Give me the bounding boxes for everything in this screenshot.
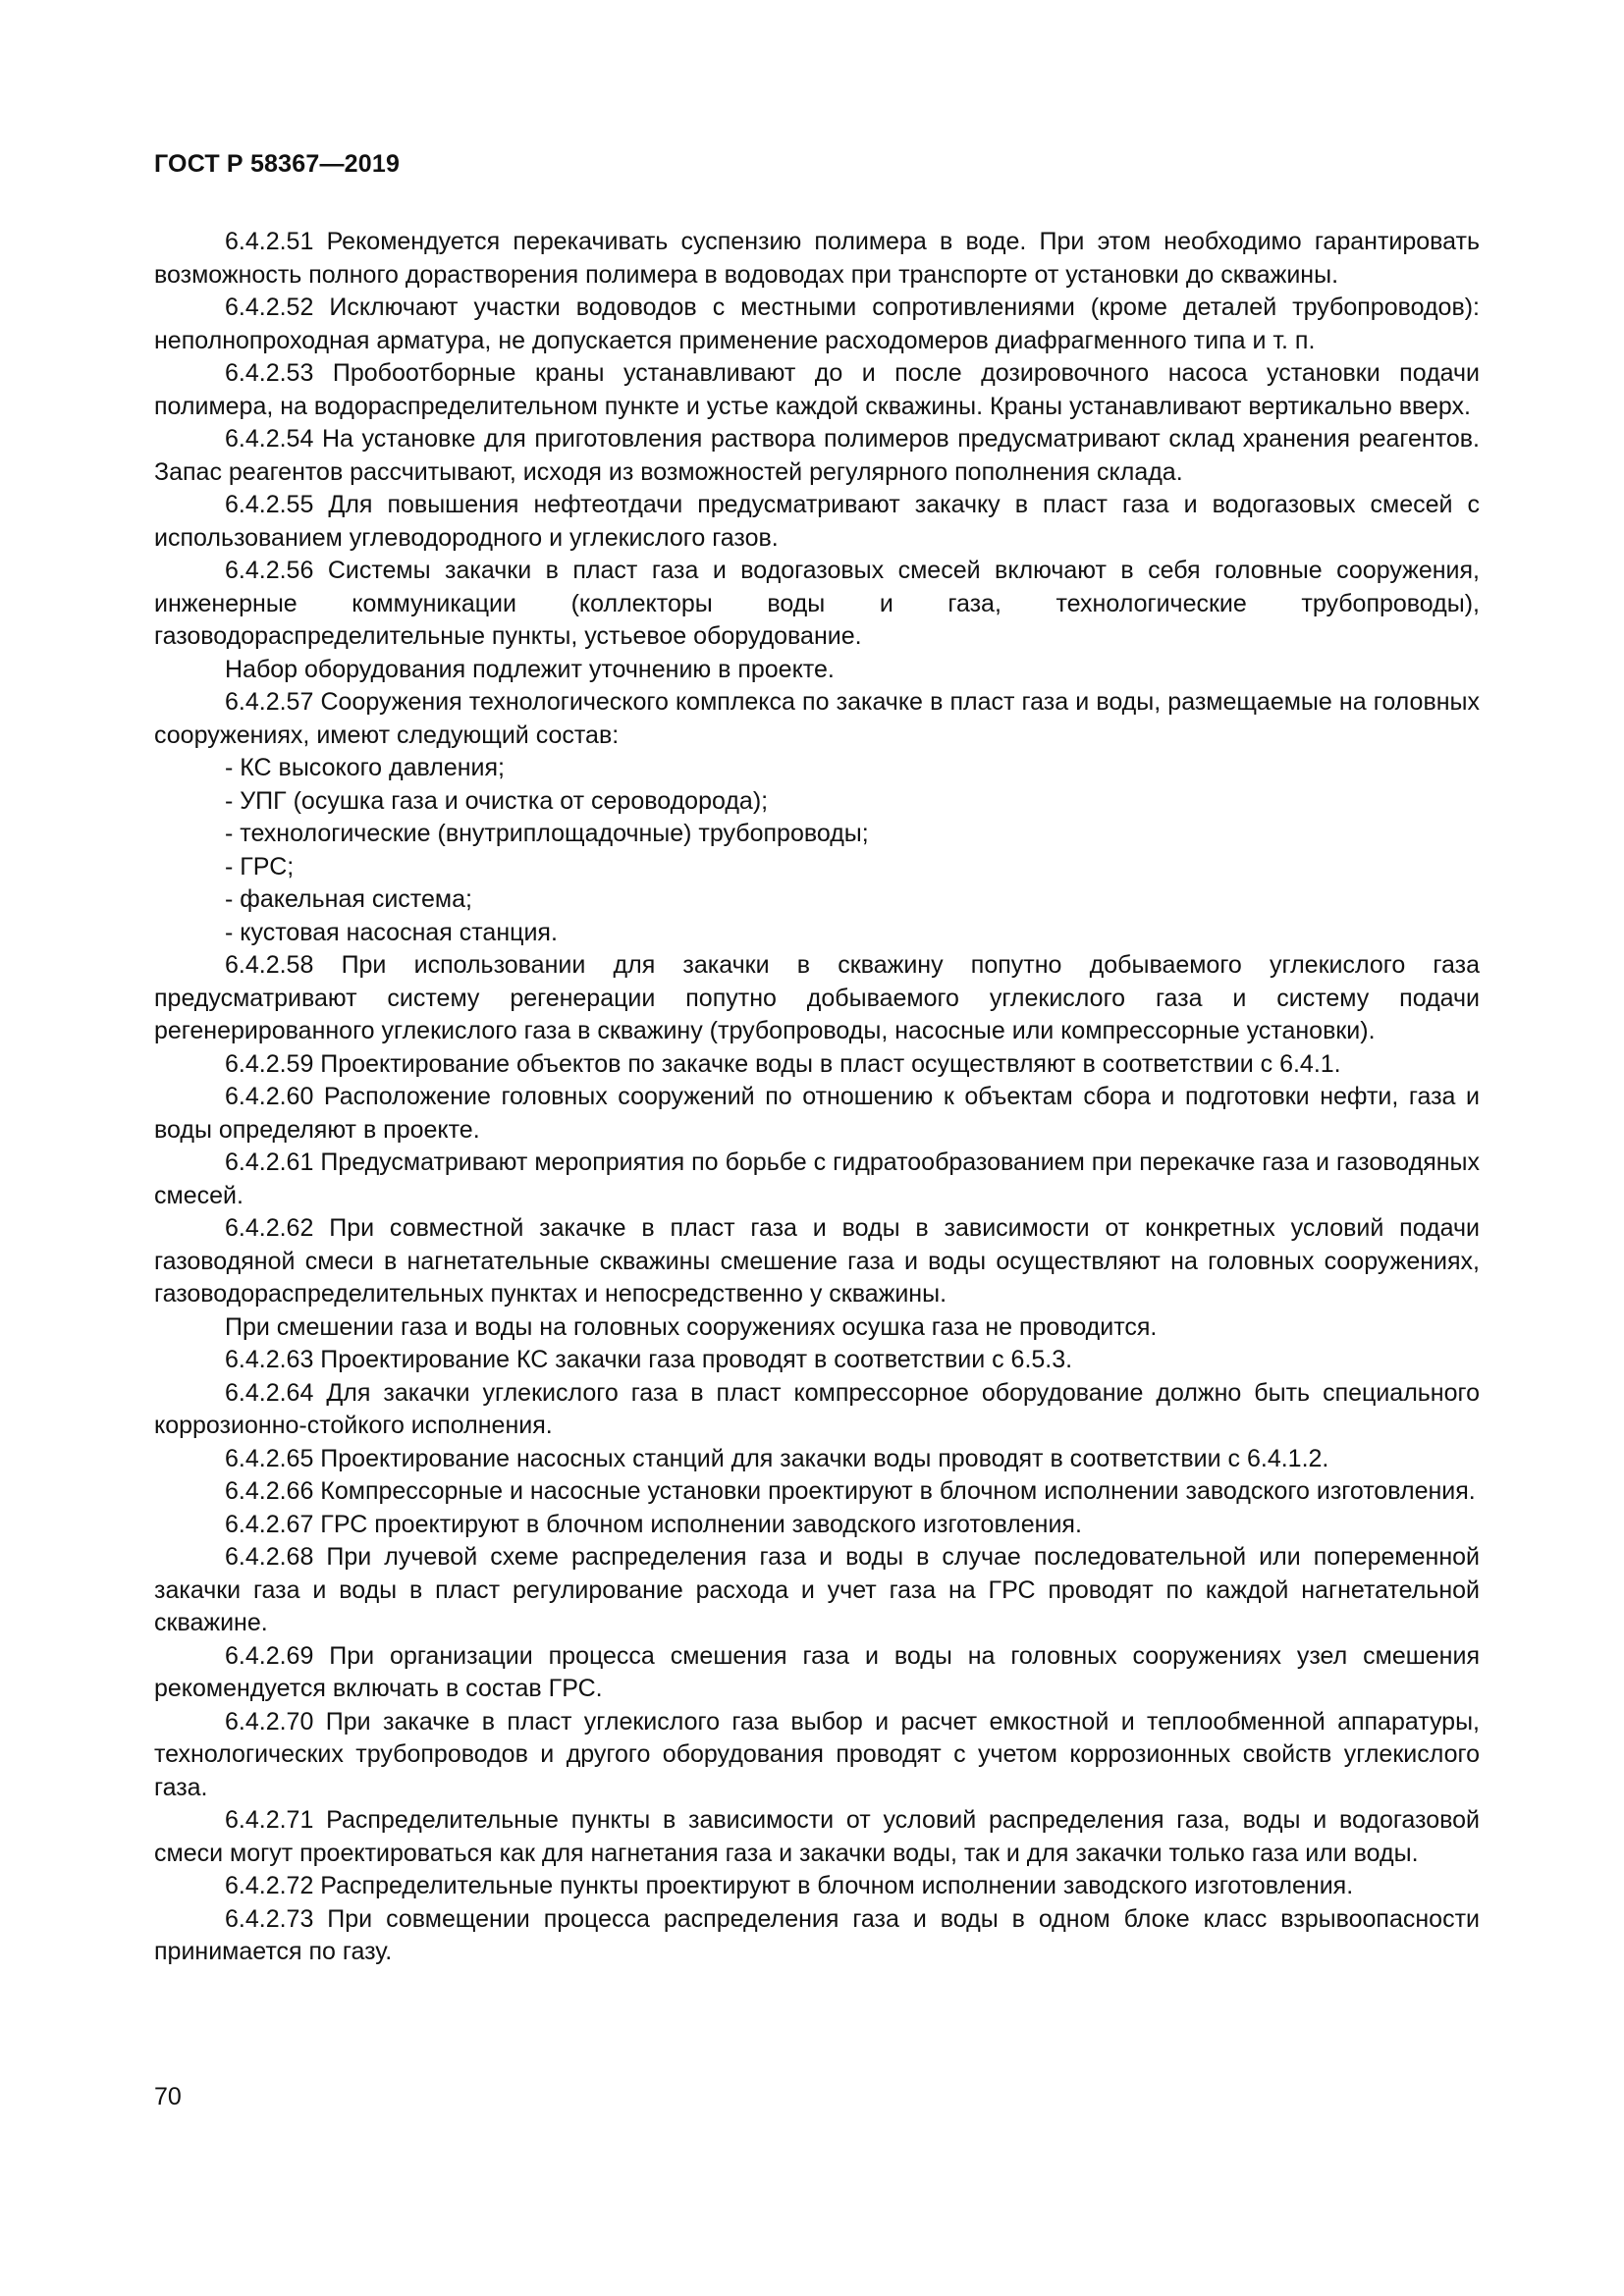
paragraph-6-4-2-58: 6.4.2.58 При использовании для закачки в скважину попутно добываемого углекислого газа предусматривают систему регенерации попутно добываемого углекислого газа и систему подачи регенерированного углекислого газа в скважину (трубопроводы, насосные или компрессорные установки).	[154, 951, 1480, 1044]
standard-header: ГОСТ Р 58367—2019	[154, 150, 401, 178]
paragraph-6-4-2-69: 6.4.2.69 При организации процесса смешения газа и воды на головных сооружениях узел смешения рекомендуется включать в состав ГРС.	[154, 1641, 1480, 1702]
paragraph-6-4-2-60: 6.4.2.60 Расположение головных сооружений по отношению к объектам сбора и подготовки нефти, газа и воды определяют в проекте.	[154, 1083, 1480, 1144]
paragraph-6-4-2-63: 6.4.2.63 Проектирование КС закачки газа проводят в соответствии с 6.5.3.	[225, 1346, 1073, 1373]
list-item: - факельная система;	[225, 885, 472, 913]
document-page	[154, 0, 1480, 2296]
paragraph-6-4-2-64: 6.4.2.64 Для закачки углекислого газа в пласт компрессорное оборудование должно быть специального коррозионно-стойкого исполнения.	[154, 1378, 1480, 1439]
paragraph-6-4-2-54: 6.4.2.54 На установке для приготовления раствора полимеров предусматривают склад хранения реагентов. Запас реагентов рассчитывают, исходя из возможностей регулярного пополнения склада.	[154, 425, 1480, 486]
paragraph-equipment-note: Набор оборудования подлежит уточнению в проекте.	[225, 655, 835, 683]
paragraph-6-4-2-70: 6.4.2.70 При закачке в пласт углекислого газа выбор и расчет емкостной и теплообменной аппаратуры, технологических трубопроводов и другого оборудования проводят с учетом коррозионных свойств углекислого газа.	[154, 1707, 1480, 1801]
paragraph-6-4-2-67: 6.4.2.67 ГРС проектируют в блочном исполнении заводского изготовления.	[225, 1510, 1082, 1538]
paragraph-6-4-2-65: 6.4.2.65 Проектирование насосных станций для закачки воды проводят в соответствии с 6.4.1.2.	[225, 1444, 1329, 1472]
paragraph-6-4-2-73: 6.4.2.73 При совмещении процесса распределения газа и воды в одном блоке класс взрывоопасности принимается по газу.	[154, 1904, 1480, 1965]
paragraph-6-4-2-71: 6.4.2.71 Распределительные пункты в зависимости от условий распределения газа, воды и водогазовой смеси могут проектироваться как для нагнетания газа и закачки воды, так и для закачки только газа или воды.	[154, 1806, 1480, 1867]
paragraph-6-4-2-51: 6.4.2.51 Рекомендуется перекачивать суспензию полимера в воде. При этом необходимо гарантировать возможность полного дорастворения полимера в водоводах при транспорте от установки до скважины.	[154, 228, 1480, 289]
paragraph-6-4-2-56: 6.4.2.56 Системы закачки в пласт газа и водогазовых смесей включают в себя головные сооружения, инженерные коммуникации (коллекторы воды и газа, технологические трубопроводы), газоводораспределительные пункты, устьевое оборудование.	[154, 557, 1480, 650]
paragraph-6-4-2-61: 6.4.2.61 Предусматривают мероприятия по борьбе с гидратообразованием при перекачке газа и газоводяных смесей.	[154, 1148, 1480, 1209]
paragraph-6-4-2-59: 6.4.2.59 Проектирование объектов по закачке воды в пласт осуществляют в соответствии с 6.4.1.	[225, 1049, 1341, 1078]
paragraph-6-4-2-72: 6.4.2.72 Распределительные пункты проектируют в блочном исполнении заводского изготовления.	[225, 1872, 1354, 1899]
paragraph-6-4-2-53: 6.4.2.53 Пробоотборные краны устанавливают до и после дозировочного насоса установки подачи полимера, на водораспределительном пункте и устье каждой скважины. Краны устанавливают вертикально вверх.	[154, 359, 1480, 420]
page-number: 70	[154, 2083, 182, 2110]
paragraph-6-4-2-52: 6.4.2.52 Исключают участки водоводов с местными сопротивлениями (кроме деталей трубопроводов): неполнопроходная арматура, не допускается применение расходомеров диафрагменного типа и т. п.	[154, 294, 1480, 354]
paragraph-6-4-2-68: 6.4.2.68 При лучевой схеме распределения газа и воды в случае последовательной или попеременной закачки газа и воды в пласт регулирование расхода и учет газа на ГРС проводят по каждой нагнетательной скважине.	[154, 1543, 1480, 1636]
list-item: - кустовая насосная станция.	[225, 918, 558, 946]
list-item: - технологические (внутриплощадочные) трубопроводы;	[225, 820, 869, 847]
paragraph-6-4-2-66: 6.4.2.66 Компрессорные и насосные установки проектируют в блочном исполнении заводского изготовления.	[225, 1477, 1476, 1505]
paragraph-6-4-2-57: 6.4.2.57 Сооружения технологического комплекса по закачке в пласт газа и воды, размещаемые на головных сооружениях, имеют следующий состав:	[154, 688, 1480, 749]
paragraph-6-4-2-55: 6.4.2.55 Для повышения нефтеотдачи предусматривают закачку в пласт газа и водогазовых смесей с использованием углеводородного и углекислого газов.	[154, 491, 1480, 552]
list-item: - КС высокого давления;	[225, 754, 505, 781]
paragraph-6-4-2-62: 6.4.2.62 При совместной закачке в пласт газа и воды в зависимости от конкретных условий подачи газоводяной смеси в нагнетательные скважины смешение газа и воды осуществляют на головных сооружениях, газоводораспределительных пунктах и непосредственно у скважины.	[154, 1214, 1480, 1308]
document-body	[154, 226, 1480, 1969]
list-item: - ГРС;	[225, 852, 295, 881]
paragraph-mixing-note: При смешении газа и воды на головных сооружениях осушка газа не проводится.	[225, 1312, 1158, 1341]
list-item: - УПГ (осушка газа и очистка от сероводорода);	[225, 786, 769, 815]
